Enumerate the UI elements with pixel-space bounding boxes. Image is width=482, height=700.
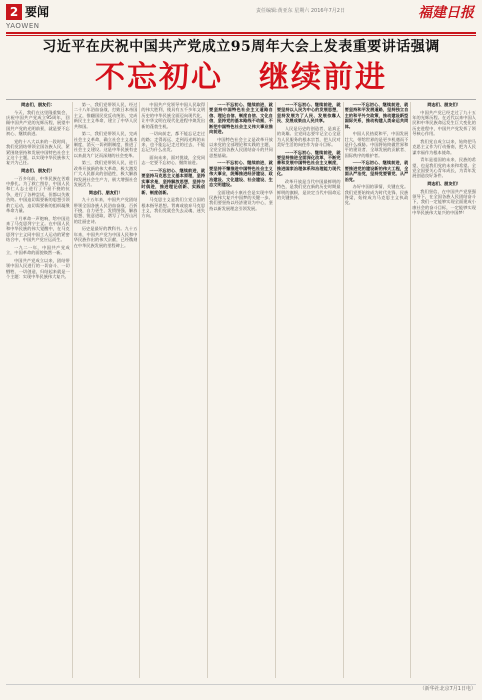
- article-paragraph: 人民是历史的创造者，是真正的英雄。全党同志要牢记全心全意为人民服务的根本宗旨，把人民对美好生活的向往作为奋斗目标。: [276, 125, 341, 148]
- article-paragraph: 今天，我们在这里隆重集会，庆祝中国共产党成立95周年，回顾中国共产党的光辉历程，展望中国共产党的光明前景，就是要不忘初心、继续前进。: [6, 109, 70, 137]
- article-paragraph: 一一不忘初心、继续前进，就要坚持以人民为中心的发展思想，坚持发展为了人民、发展依靠人民、发展成果由人民共享。: [276, 102, 341, 124]
- headline-part-1: 不忘初心: [95, 60, 223, 95]
- article-paragraph: 党的十八大以来的一段时间，我们党团结带领全国各族人民，紧紧围绕坚持和发展中国特色社会主义这个主题，以实现中华民族伟大复兴为己任。: [6, 138, 70, 166]
- article-paragraph: 面向未来，面对挑战，全党同志一定要不忘初心、继续前进。: [141, 155, 206, 166]
- article-column: [209, 102, 273, 678]
- article-column: [141, 102, 205, 678]
- article-body: [6, 102, 476, 678]
- page-number: 2: [6, 4, 22, 20]
- article-paragraph: 九十五年来，中国共产党团结带领全国各族人民浴血奋战、百折不挠，自力更生、发愤图强，解放思想、锐意进取，谱写了气吞山河的壮丽史诗。: [73, 197, 138, 224]
- column-rule: [139, 102, 140, 678]
- main-headline: [0, 60, 482, 96]
- article-paragraph: 改革开放是当代中国最鲜明的特色，是我们党在新的历史时期最鲜明的旗帜，是决定当代中国命运的关键抉择。: [276, 178, 341, 201]
- article-paragraph: 第一，我们党带领人民，经过二十八年浴血奋战，打败日本帝国主义，推翻国民党反动统治，完成新民主主义革命，建立了中华人民共和国。: [73, 102, 138, 129]
- article-paragraph: 一一不忘初心、继续前进，就要坚持不懈推进中国特色社会主义伟大事业，统筹推进经济建设、政治建设、文化建设、社会建设、生态文明建设。: [209, 160, 273, 188]
- article-paragraph: 中国共产党成立以来，团结带领中国人民进行的一切奋斗、一切牺牲、一切创造，归结起来就是一个主题：实现中华民族伟大复兴。: [6, 257, 70, 280]
- article-column: [6, 102, 70, 678]
- article-paragraph: 第二，我们党带领人民，完成社会主义革命，确立社会主义基本制度，消灭一切剥削制度，推进了社会主义建设。这是中华民族有史以来最为广泛而深刻的社会变革。: [73, 131, 138, 158]
- article-paragraph: 中国人民热爱和平，中国发展壮大，带给世界的是更多机遇而不是什么威胁。中国将始终做世界和平的建设者、全球发展的贡献者、国际秩序的维护者。: [344, 131, 409, 158]
- article-paragraph: 一一不忘初心、继续前进，就要坚持推进全面深化改革，不断完善和发展中国特色社会主义制度，推进国家治理体系和治理能力现代化。: [276, 149, 341, 177]
- article-paragraph: 中国共产党领导中国人民取得的伟大胜利，使具有五千多年文明历史的中华民族全面迈向现代化，让中华文明在现代化进程中焕发出新的蓬勃生机。: [141, 102, 206, 129]
- page-footer: （新华社北京7月1日电）: [6, 684, 476, 697]
- article-paragraph: 同志们、朋友们！: [88, 189, 123, 195]
- page-meta: 责任编辑:黄亚东 星期六 2016年7月2日: [256, 8, 345, 14]
- column-rule: [72, 102, 73, 678]
- column-rule: [275, 102, 276, 678]
- column-rule: [343, 102, 344, 678]
- article-paragraph: 十月革命一声炮响，给中国送来了马克思列宁主义。在中国人民和中华民族的伟大觉醒中，在马克思列宁主义同中国工人运动的紧密结合中，中国共产党应运而生。: [6, 215, 70, 243]
- newspaper-masthead: 福建日报: [418, 5, 474, 21]
- headline-kicker: 习近平在庆祝中国共产党成立95周年大会上发表重要讲话强调: [42, 39, 440, 55]
- article-paragraph: 一一不忘初心、继续前进，就要坚持马克思主义基本原理，坚持实事求是，坚持解放思想，坚持与时俱进，推进理论创新、实践创新、制度创新。: [141, 168, 206, 195]
- article-paragraph: 一百多年前，中华民族在苦难中挣扎。为了救亡图存，中国人民和仁人志士进行了不屈不挠的抗争，进行了各种尝试，但都以失败告终。中国迫切需要新的思想引领救亡运动，迫切需要新的组织凝聚革命力量。: [6, 175, 70, 214]
- article-paragraph: 一一不忘初心、继续前进，就要坚持和平发展道路，坚持独立自主的和平外交政策，推动建设新型国际关系，推动构建人类命运共同体。: [344, 102, 409, 129]
- header-rule-thin: [6, 35, 476, 36]
- article-paragraph: 同志们、朋友们！: [427, 102, 461, 107]
- article-paragraph: 我们党自成立以来，始终把马克思主义作为行动指南，把为人民谋幸福作为根本使命。: [412, 138, 476, 155]
- column-rule: [207, 102, 208, 678]
- article-paragraph: 一九二一年，中国共产党成立，中国革命的面貌焕然一新。: [6, 244, 70, 256]
- page-header: [6, 4, 476, 32]
- article-column: [277, 102, 341, 678]
- article-paragraph: 办好中国的事情，关键在党。我们党要始终成为时代先锋、民族脊梁，始终成为马克思主义执政党。: [344, 184, 409, 206]
- article-paragraph: 同志们、朋友们！: [21, 168, 55, 174]
- article-paragraph: 一一不忘初心、继续前进，就要坚持中国特色社会主义道路自信、理论自信、制度自信、文化自信，坚持党的基本路线不动摇，不断把中国特色社会主义伟大事业推向前进。: [209, 102, 273, 135]
- header-rule: [6, 32, 476, 34]
- article-paragraph: 全面建成小康社会是实现中华民族伟大复兴中国梦的关键一步。我们要坚持以经济建设为中心，坚持以新发展理念引领发展。: [209, 189, 273, 211]
- headline-divider: [6, 99, 476, 100]
- article-paragraph: 一一不忘初心、继续前进，就要推进党的建设新的伟大工程，全面从严治党，坚持党要管党、从严治党。: [344, 160, 409, 182]
- article-paragraph: 历史是最好的教科书。九十五年来，中国共产党为中国人民和中华民族作出的伟大贡献，已经镌刻在中华民族发展的里程碑上。: [73, 226, 138, 248]
- article-paragraph: 我们坚信，在中国共产党坚强领导下，在全国各族人民团结奋斗下，我们一定能够实现全面建成小康社会的奋斗目标，一定能够实现中华民族伟大复兴的中国梦！: [412, 188, 476, 216]
- section-title-en: YAOWEN: [6, 22, 40, 30]
- article-paragraph: 中国共产党已经走过了九十五年的光辉历程。在近代以来中国人民和中华民族命运发生巨大变化的历史进程中，中国共产党发挥了领导核心作用。: [412, 109, 476, 137]
- article-paragraph: 同志们，朋友们：: [21, 102, 55, 107]
- article-paragraph: 马克思主义是我们立党立国的根本指导思想。背离或放弃马克思主义，我们党就会失去灵魂、迷失方向。: [141, 197, 206, 219]
- headline-part-2: 继续前进: [259, 60, 387, 95]
- article-column: [345, 102, 409, 678]
- article-paragraph: 同志们、朋友们！: [427, 181, 461, 187]
- article-paragraph: 中国特色社会主义是改革开放以来党的全部理论和实践的主题，全党全国各族人民团结奋斗的共同思想基础。: [209, 136, 273, 158]
- article-column: [412, 102, 476, 678]
- article-paragraph: 一切向前走，都不能忘记走过的路；走得再远、走到再光辉的未来，也不能忘记走过的过去，不能忘记为什么出发。: [141, 131, 206, 153]
- article-paragraph: 第三，我们党带领人民，进行改革开放新的伟大革命，极大激发广大人民群众的创造性，极大解放和发展社会生产力，极大增强社会发展活力。: [73, 160, 138, 188]
- article-column: [74, 102, 138, 678]
- column-rule: [410, 102, 411, 678]
- article-paragraph: 青年是祖国的未来、民族的希望，也是我们党的未来和希望。全党全国要关心青年成长，为青年发展创造良好条件。: [412, 157, 476, 179]
- section-title: 要闻: [25, 5, 50, 19]
